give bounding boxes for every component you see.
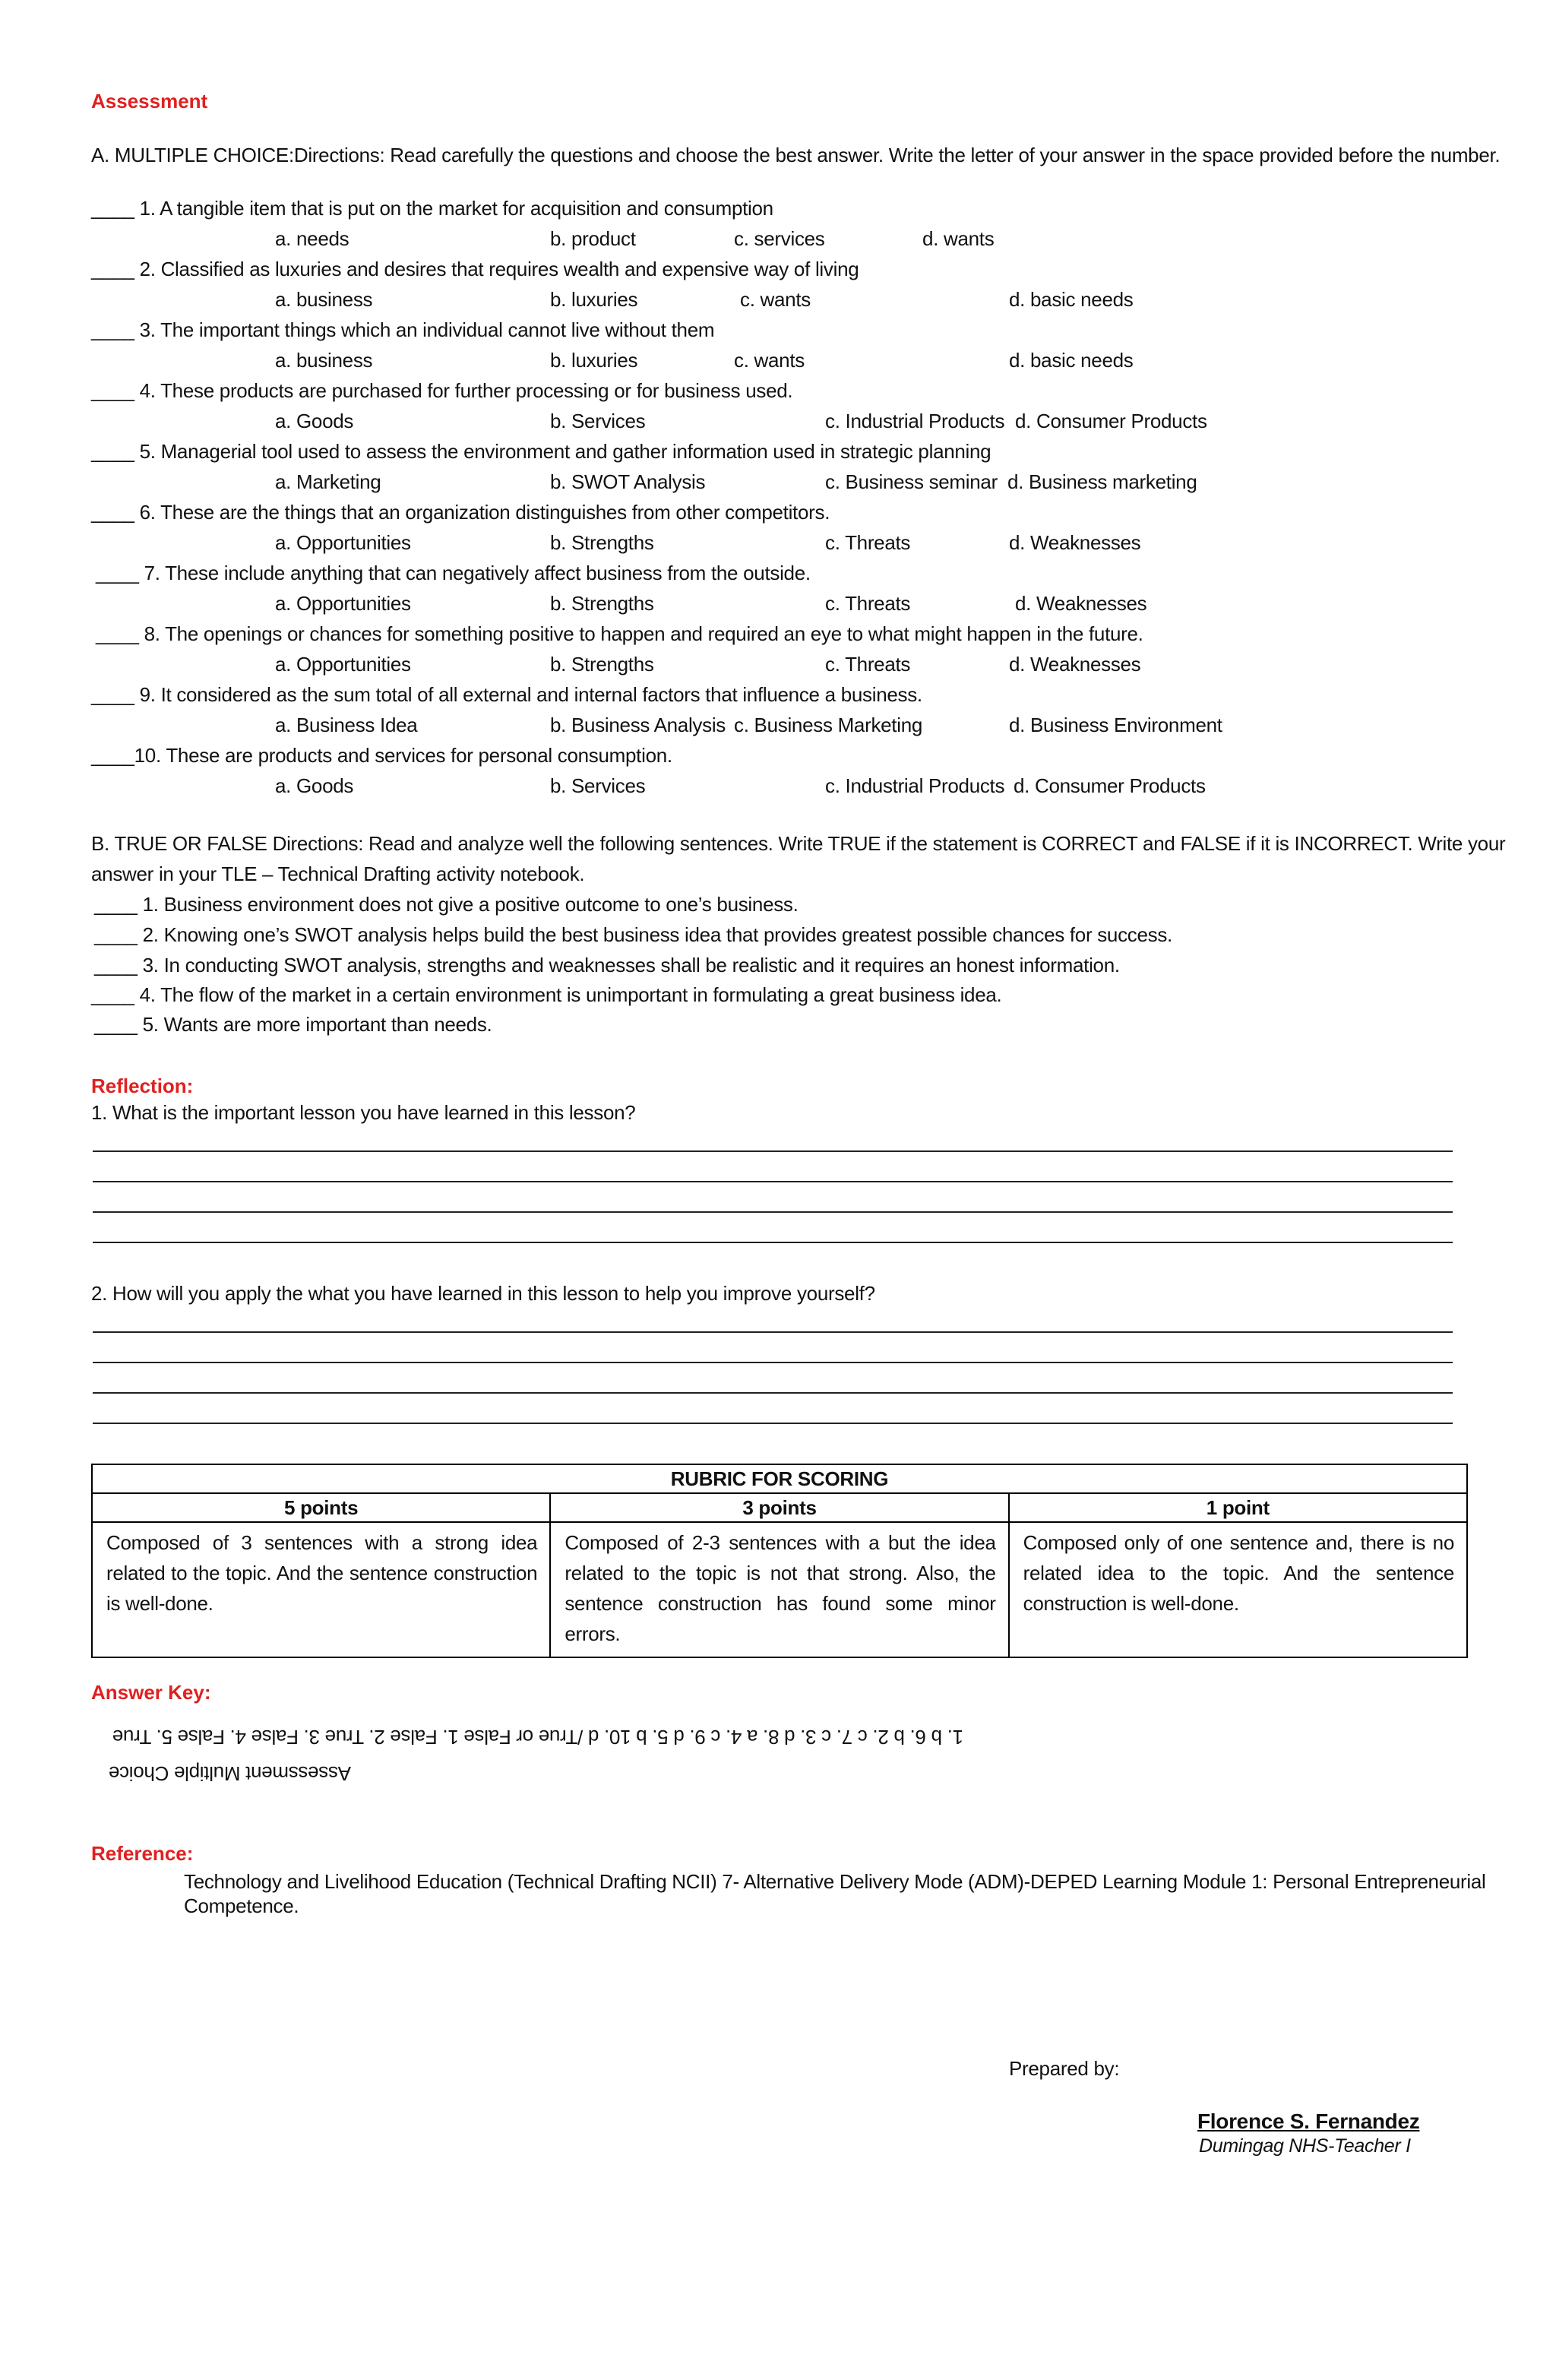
mc-question-stem: ____ 3. The important things which an individual cannot live without them [91, 318, 715, 341]
answer-line[interactable] [93, 1331, 1453, 1333]
mc-option-c: c. Business Marketing [734, 714, 923, 736]
tf-item: ____ 1. Business environment does not give a positive outcome to one’s business. [94, 893, 799, 916]
reflection-heading: Reflection: [91, 1074, 194, 1097]
answer-line[interactable] [93, 1362, 1453, 1363]
reference-line1: Technology and Livelihood Education (Technical Drafting NCII) 7- Alternative Delivery Mode (ADM)-DEPED Learning Module 1: Personal Entrepreneurial [184, 1870, 1486, 1893]
mc-option-c: c. Industrial Products [825, 410, 1005, 432]
part-b-directions-line1: B. TRUE OR FALSE Directions: Read and analyze well the following sentences. Write TRUE if the statement is CORRECT and FALSE if it is INCORRECT. Write your [91, 832, 1506, 855]
reference-line2: Competence. [184, 1894, 299, 1917]
rubric-cell-3: Composed of 2-3 sentences with a but the idea related to the topic is not that strong. Also, the sentence construction has found some minor errors. [550, 1522, 1008, 1657]
mc-option-b: b. product [550, 227, 636, 250]
answer-line[interactable] [93, 1423, 1453, 1424]
mc-question-stem: ____10. These are products and services for personal consumption. [91, 744, 672, 767]
mc-option-d: d. wants [922, 227, 995, 250]
mc-option-a: a. Goods [275, 774, 354, 797]
tf-item: ____ 4. The flow of the market in a certain environment is unimportant in formulating a great business idea. [91, 983, 1002, 1006]
mc-option-b: b. Strengths [550, 592, 654, 615]
rubric-cell-1: Composed only of one sentence and, there is no related idea to the topic. And the sentence construction is well-done. [1009, 1522, 1467, 1657]
mc-option-c: c. Threats [825, 592, 911, 615]
mc-option-d: d. Consumer Products [1015, 410, 1207, 432]
mc-option-a: a. Marketing [275, 470, 381, 493]
mc-question-stem: ____ 1. A tangible item that is put on the market for acquisition and consumption [91, 197, 773, 220]
signatory-name: Florence S. Fernandez [1197, 2109, 1420, 2133]
mc-option-b: b. Strengths [550, 531, 654, 554]
mc-option-a: a. Goods [275, 410, 354, 432]
mc-option-d: d. Weaknesses [1009, 653, 1141, 676]
mc-option-c: c. wants [740, 288, 811, 311]
mc-question-stem: ____ 5. Managerial tool used to assess the environment and gather information used in strategic planning [91, 440, 991, 463]
mc-option-c: c. Industrial Products [825, 774, 1005, 797]
mc-option-a: a. Opportunities [275, 653, 411, 676]
answer-line[interactable] [93, 1392, 1453, 1394]
mc-option-a: a. needs [275, 227, 349, 250]
rubric-title: RUBRIC FOR SCORING [92, 1464, 1467, 1493]
signatory-position: Dumingag NHS-Teacher I [1199, 2135, 1411, 2157]
mc-option-c: c. services [734, 227, 825, 250]
assessment-heading: Assessment [91, 90, 208, 112]
rubric-cell-5: Composed of 3 sentences with a strong idea related to the topic. And the sentence construction is well-done. [92, 1522, 550, 1657]
answer-line[interactable] [93, 1211, 1453, 1213]
answer-line[interactable] [93, 1242, 1453, 1243]
answer-key-heading: Answer Key: [91, 1681, 211, 1704]
mc-option-c: c. Business seminar [825, 470, 998, 493]
mc-option-a: a. business [275, 349, 373, 372]
rubric-table [91, 1464, 1468, 1658]
mc-option-b: b. luxuries [550, 349, 638, 372]
mc-question-stem: ____ 4. These products are purchased for further processing or for business used. [91, 379, 793, 402]
answer-line[interactable] [93, 1150, 1453, 1152]
part-a-directions: A. MULTIPLE CHOICE:Directions: Read carefully the questions and choose the best answer. Write the letter of your answer in the space provided before the number. [91, 144, 1501, 166]
reference-heading: Reference: [91, 1842, 194, 1865]
mc-question-stem: ____ 6. These are the things that an organization distinguishes from other competitors. [91, 501, 830, 524]
mc-option-a: a. Opportunities [275, 592, 411, 615]
mc-option-c: c. Threats [825, 531, 911, 554]
mc-option-a: a. Business Idea [275, 714, 418, 736]
tf-item: ____ 3. In conducting SWOT analysis, strengths and weaknesses shall be realistic and it requires an honest information. [94, 954, 1120, 976]
rubric-header-5: 5 points [92, 1493, 550, 1522]
prepared-by-label: Prepared by: [1009, 2057, 1120, 2080]
mc-option-d: d. Business marketing [1007, 470, 1197, 493]
tf-item: ____ 5. Wants are more important than needs. [94, 1013, 492, 1036]
reflection-question-2: 2. How will you apply the what you have learned in this lesson to help you improve yourself? [91, 1282, 875, 1305]
mc-option-b: b. Business Analysis [550, 714, 726, 736]
rubric-header-3: 3 points [550, 1493, 1008, 1522]
reflection-question-1: 1. What is the important lesson you have learned in this lesson? [91, 1101, 636, 1124]
mc-option-d: d. basic needs [1009, 349, 1134, 372]
mc-question-stem: ____ 7. These include anything that can negatively affect business from the outside. [96, 562, 811, 584]
answer-key-values: 1. b 6. b 2. c 7. c 3. d 8. a 4. c 9. d 5. b 10. d /True or False 1. False 2. True 3. False 4. False 5. True [112, 1726, 963, 1749]
mc-option-b: b. luxuries [550, 288, 638, 311]
rubric-header-1: 1 point [1009, 1493, 1467, 1522]
mc-question-stem: ____ 8. The openings or chances for something positive to happen and required an eye to what might happen in the future. [96, 622, 1143, 645]
mc-question-stem: ____ 2. Classified as luxuries and desires that requires wealth and expensive way of living [91, 258, 859, 280]
mc-option-a: a. Opportunities [275, 531, 411, 554]
mc-option-b: b. Services [550, 774, 646, 797]
answer-key-line [112, 1722, 963, 1752]
part-b-directions-line2: answer in your TLE – Technical Drafting activity notebook. [91, 862, 585, 885]
mc-option-c: c. Threats [825, 653, 911, 676]
mc-option-d: d. Weaknesses [1015, 592, 1147, 615]
mc-option-b: b. Services [550, 410, 646, 432]
mc-option-a: a. business [275, 288, 373, 311]
mc-option-d: d. Business Environment [1009, 714, 1222, 736]
mc-option-c: c. wants [734, 349, 805, 372]
mc-option-d: d. basic needs [1009, 288, 1134, 311]
tf-item: ____ 2. Knowing one’s SWOT analysis helps build the best business idea that provides greatest possible chances for success. [94, 923, 1172, 946]
answer-line[interactable] [93, 1181, 1453, 1182]
mc-option-d: d. Consumer Products [1014, 774, 1206, 797]
answer-key-title: Assessment Multiple Choice [109, 1762, 351, 1785]
mc-question-stem: ____ 9. It considered as the sum total of all external and internal factors that influence a business. [91, 683, 922, 706]
answer-key-line [103, 1758, 351, 1789]
mc-option-d: d. Weaknesses [1009, 531, 1141, 554]
mc-option-b: b. SWOT Analysis [550, 470, 706, 493]
mc-option-b: b. Strengths [550, 653, 654, 676]
